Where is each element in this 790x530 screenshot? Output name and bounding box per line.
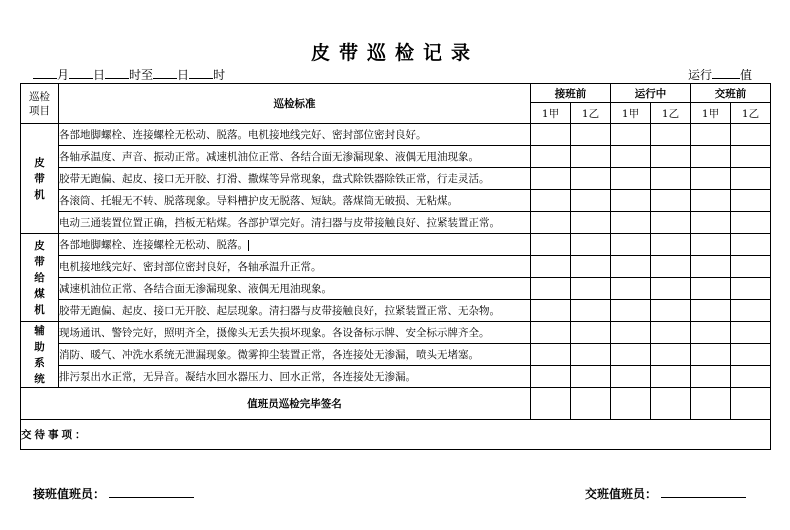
- check-cell[interactable]: [731, 366, 771, 388]
- standard-row: 各部地脚螺栓、连接螺栓无松动、脱落。电机接地线完好、密封部位密封良好。: [59, 124, 531, 146]
- check-cell[interactable]: [531, 190, 571, 212]
- check-cell[interactable]: [571, 256, 611, 278]
- day-blank[interactable]: [69, 66, 93, 79]
- check-cell[interactable]: [531, 146, 571, 168]
- check-cell[interactable]: [691, 366, 731, 388]
- sign-label: 值班员巡检完毕签名: [21, 388, 531, 420]
- page-title: 皮带巡检记录: [310, 42, 479, 64]
- standard-row: 胶带无跑偏、起皮、接口无开胶、打滑、撒煤等异常现象，盘式除铁器除铁正常，行走灵活。: [59, 168, 531, 190]
- sub-col-1a: 1甲: [611, 103, 651, 124]
- check-cell[interactable]: [691, 234, 731, 256]
- check-cell[interactable]: [531, 124, 571, 146]
- sign-cell[interactable]: [651, 388, 691, 420]
- run-shift-line: [688, 66, 752, 83]
- check-cell[interactable]: [731, 278, 771, 300]
- sub-col-1b: 1乙: [731, 103, 771, 124]
- month-label: 月: [57, 68, 70, 82]
- shift-blank[interactable]: [712, 66, 740, 79]
- check-cell[interactable]: [531, 168, 571, 190]
- check-cell[interactable]: [571, 212, 611, 234]
- check-cell[interactable]: [651, 322, 691, 344]
- check-cell[interactable]: [691, 146, 731, 168]
- check-cell[interactable]: [691, 168, 731, 190]
- standard-row: 胶带无跑偏、起皮、接口无开胶、起层现象。清扫器与皮带接触良好，拉紧装置正常、无杂物。: [59, 300, 531, 322]
- sub-col-1a: 1甲: [691, 103, 731, 124]
- takeover-signature: [33, 485, 194, 502]
- check-cell[interactable]: [531, 278, 571, 300]
- check-cell[interactable]: [691, 256, 731, 278]
- check-cell[interactable]: [651, 278, 691, 300]
- check-cell[interactable]: [691, 124, 731, 146]
- date-range-line: [33, 66, 225, 83]
- takeover-blank[interactable]: [109, 485, 194, 498]
- day2-label: 日: [177, 68, 190, 82]
- day2-blank[interactable]: [153, 66, 177, 79]
- value-label: 值: [740, 68, 753, 82]
- handover-signature: [585, 485, 746, 502]
- standard-row: 各轴承温度、声音、振动正常。减速机油位正常、各结合面无渗漏现象、液偶无甩油现象。: [59, 146, 531, 168]
- check-cell[interactable]: [611, 322, 651, 344]
- month-blank[interactable]: [33, 66, 57, 79]
- check-cell[interactable]: [611, 146, 651, 168]
- group-label-belt: 皮带机: [21, 124, 59, 234]
- group-label-feeder: 皮带给煤机: [21, 234, 59, 322]
- hour2-blank[interactable]: [189, 66, 213, 79]
- sign-cell[interactable]: [611, 388, 651, 420]
- check-cell[interactable]: [731, 344, 771, 366]
- check-cell[interactable]: [531, 212, 571, 234]
- standard-row: 现场通讯、警铃完好，照明齐全，摄像头无丢失损坏现象。各设备标示牌、安全标示牌齐全。: [59, 322, 531, 344]
- check-cell[interactable]: [731, 300, 771, 322]
- handover-label: 交班值班员：: [585, 487, 658, 501]
- check-cell[interactable]: [651, 344, 691, 366]
- check-cell[interactable]: [571, 234, 611, 256]
- check-cell[interactable]: [731, 212, 771, 234]
- check-cell[interactable]: [611, 344, 651, 366]
- standard-row: 排污泵出水正常，无异音。凝结水回水器压力、回水正常，各连接处无渗漏。: [59, 366, 531, 388]
- check-cell[interactable]: [651, 234, 691, 256]
- check-cell[interactable]: [611, 212, 651, 234]
- handover-notes-field[interactable]: 交待事项：: [21, 420, 771, 450]
- check-cell[interactable]: [651, 124, 691, 146]
- check-cell[interactable]: [611, 366, 651, 388]
- check-cell[interactable]: [731, 168, 771, 190]
- check-cell[interactable]: [731, 146, 771, 168]
- check-cell[interactable]: [611, 234, 651, 256]
- check-cell[interactable]: [571, 366, 611, 388]
- check-cell[interactable]: [651, 190, 691, 212]
- check-cell[interactable]: [571, 168, 611, 190]
- check-cell[interactable]: [531, 322, 571, 344]
- standard-row: 消防、暖气、冲洗水系统无泄漏现象。微雾抑尘装置正常，各连接处无渗漏，喷头无堵塞。: [59, 344, 531, 366]
- group-label-auxiliary: 辅助系统: [21, 322, 59, 388]
- day-label: 日: [93, 68, 106, 82]
- sub-col-1b: 1乙: [571, 103, 611, 124]
- check-cell[interactable]: [651, 146, 691, 168]
- check-cell[interactable]: [691, 190, 731, 212]
- standard-row: 各滚筒、托辊无不转、脱落现象。导料槽护皮无脱落、短缺。落煤筒无破损、无粘煤。: [59, 190, 531, 212]
- col-standard-header: 巡检标准: [59, 84, 531, 124]
- check-cell[interactable]: [571, 322, 611, 344]
- check-cell[interactable]: [531, 256, 571, 278]
- check-cell[interactable]: [531, 300, 571, 322]
- inspection-table: [20, 83, 771, 450]
- check-cell[interactable]: [731, 256, 771, 278]
- check-cell[interactable]: [691, 322, 731, 344]
- check-cell[interactable]: [571, 124, 611, 146]
- check-cell[interactable]: [691, 300, 731, 322]
- check-cell[interactable]: [691, 344, 731, 366]
- check-cell[interactable]: [611, 168, 651, 190]
- shift-before-takeover-header: 接班前: [531, 84, 611, 103]
- shift-running-header: 运行中: [611, 84, 691, 103]
- hour-to-label: 时至: [129, 68, 154, 82]
- handover-blank[interactable]: [661, 485, 746, 498]
- shift-before-handover-header: 交班前: [691, 84, 771, 103]
- hour-label: 时: [213, 68, 226, 82]
- check-cell[interactable]: [611, 300, 651, 322]
- check-cell[interactable]: [531, 344, 571, 366]
- check-cell[interactable]: [571, 300, 611, 322]
- check-cell[interactable]: [691, 212, 731, 234]
- standard-row: 各部地脚螺栓、连接螺栓无松动、脱落。: [59, 234, 531, 256]
- run-label: 运行: [688, 68, 713, 82]
- check-cell[interactable]: [611, 124, 651, 146]
- check-cell[interactable]: [731, 234, 771, 256]
- check-cell[interactable]: [691, 278, 731, 300]
- sign-cell[interactable]: [691, 388, 731, 420]
- hour-blank[interactable]: [105, 66, 129, 79]
- check-cell[interactable]: [731, 322, 771, 344]
- col-item-header: 巡检项目: [21, 84, 59, 124]
- check-cell[interactable]: [531, 366, 571, 388]
- text-cursor: [248, 240, 249, 251]
- check-cell[interactable]: [611, 190, 651, 212]
- check-cell[interactable]: [651, 212, 691, 234]
- check-cell[interactable]: [651, 256, 691, 278]
- sign-cell[interactable]: [531, 388, 571, 420]
- check-cell[interactable]: [571, 344, 611, 366]
- check-cell[interactable]: [611, 278, 651, 300]
- check-cell[interactable]: [651, 366, 691, 388]
- takeover-label: 接班值班员：: [33, 487, 106, 501]
- sub-col-1b: 1乙: [651, 103, 691, 124]
- check-cell[interactable]: [651, 168, 691, 190]
- check-cell[interactable]: [571, 190, 611, 212]
- sign-cell[interactable]: [571, 388, 611, 420]
- check-cell[interactable]: [571, 278, 611, 300]
- standard-row: 电动三通装置位置正确，挡板无粘煤。各部护罩完好。清扫器与皮带接触良好、拉紧装置正常。: [59, 212, 531, 234]
- check-cell[interactable]: [571, 146, 611, 168]
- standard-row: 减速机油位正常、各结合面无渗漏现象、液偶无甩油现象。: [59, 278, 531, 300]
- check-cell[interactable]: [531, 234, 571, 256]
- sub-col-1a: 1甲: [531, 103, 571, 124]
- standard-row: 电机接地线完好、密封部位密封良好，各轴承温升正常。: [59, 256, 531, 278]
- check-cell[interactable]: [651, 300, 691, 322]
- check-cell[interactable]: [731, 190, 771, 212]
- check-cell[interactable]: [611, 256, 651, 278]
- sign-cell[interactable]: [731, 388, 771, 420]
- check-cell[interactable]: [731, 124, 771, 146]
